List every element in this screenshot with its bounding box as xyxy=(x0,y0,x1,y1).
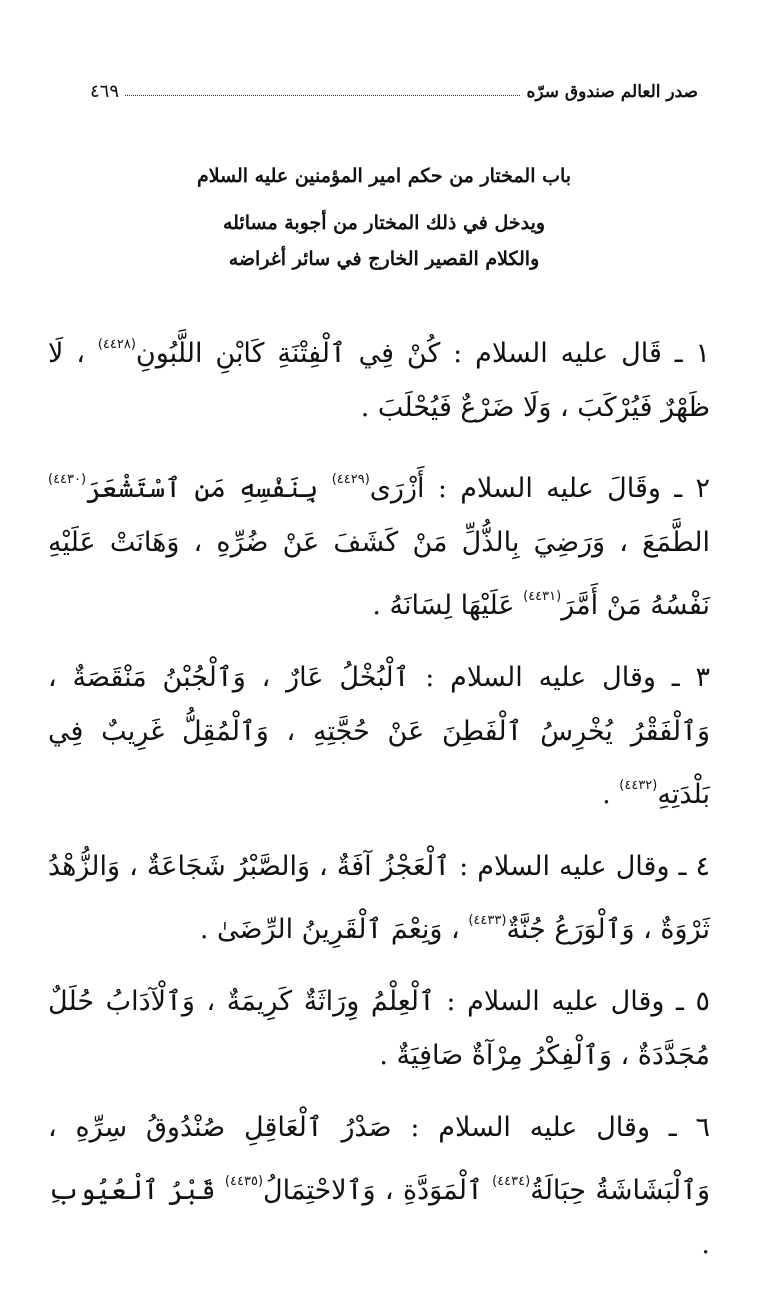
saying-text: . xyxy=(602,779,620,810)
page-number: ٤٦٩ xyxy=(90,81,120,102)
saying-text: وقال عليه السلام : ٱلْعِلْمُ وِرَاثَةٌ كَرِيمَةٌ ، وَٱلْآدَابُ حُلَلٌ مُجَدَّدَةٌ ، وَٱلْفِكْرُ مِرْآةٌ صَافِيَةٌ . xyxy=(48,986,710,1071)
saying-text: قَال عليه السلام : كُنْ فِي ٱلْفِتْنَةِ كَابْنِ اللَّبُونِ xyxy=(135,338,662,369)
saying-number: ١ ـ xyxy=(661,338,710,369)
saying-number: ٤ ـ xyxy=(669,851,710,882)
running-title: صدر العالم صندوق سرّه xyxy=(526,82,698,102)
saying-text: وقَالَ عليه السلام : أَزْرَى xyxy=(369,473,661,504)
footnote-marker: (٤٤٣٣) xyxy=(468,913,507,928)
footnote-marker: (٤٤٣٥) xyxy=(224,1174,264,1189)
subtitle-line: ويدخل في ذلك المختار من أجوبة مسائله xyxy=(222,212,546,234)
saying-number: ٥ ـ xyxy=(664,986,710,1017)
footnote-marker: (٤٤٢٩) xyxy=(331,472,370,487)
saying-paragraph xyxy=(48,1101,710,1272)
saying-paragraph xyxy=(48,840,710,957)
page-header xyxy=(90,72,698,102)
saying-number: ٦ ـ xyxy=(649,1112,711,1143)
saying-number: ٣ ـ xyxy=(655,662,710,693)
footnote-marker: (٤٤٣٠) xyxy=(48,472,87,487)
saying-text: ، لَا ظَهْرٌ فَيُرْكَبَ ، وَلَا ضَرْعٌ فَيُحْلَبَ . xyxy=(48,338,710,423)
saying-text: وقال عليه السلام : ٱلْبُخْلُ عَارٌ ، وَٱلْجُبْنُ مَنْقَصَةٌ ، وَٱلْفَقْرُ يُخْرِسُ ٱلْفَطِنَ عَنْ حُجَّتِهِ ، وَٱلْمُقِلُّ غَرِيبٌ فِي بَلْدَتِهِ xyxy=(48,662,710,810)
saying-paragraph xyxy=(48,651,710,822)
saying-text: ٱلْمَوَدَّةِ ، وَٱلاحْتِمَالُ xyxy=(263,1175,493,1206)
saying-number: ٢ ـ xyxy=(660,473,710,504)
subtitle-line: والكلام القصير الخارج في سائر أغراضه xyxy=(228,248,540,270)
sayings-list xyxy=(48,318,710,1290)
footnote-marker: (٤٤٣٤) xyxy=(492,1174,531,1189)
saying-paragraph xyxy=(48,975,710,1083)
saying-paragraph xyxy=(48,318,710,435)
saying-text: الطَّمَعَ ، وَرَضِيَ بِالذُّلِّ مَنْ كَشَفَ عَنْ ضُرِّهِ ، وَهَانَتْ عَلَيْهِ نَفْسُهُ مَنْ أَمَّرَ xyxy=(48,527,710,621)
saying-paragraph xyxy=(48,453,710,633)
saying-text: ، وَنِعْمَ ٱلْقَرِينُ الرِّضَىٰ . xyxy=(199,914,469,945)
header-leader-dots xyxy=(125,94,520,96)
footnote-marker: (٤٤٣١) xyxy=(523,589,562,604)
footnote-marker: (٤٤٢٨) xyxy=(97,337,136,352)
saying-text: وقال عليه السلام : صَدْرُ ٱلْعَاقِلِ صُنْدُوقُ سِرِّهِ ، وَٱلْبَشَاشَةُ حِبَالَةُ xyxy=(48,1112,710,1206)
footnote-marker: (٤٤٣٢) xyxy=(619,778,658,793)
saying-text: عَلَيْهَا لِسَانَهُ . xyxy=(372,590,524,621)
saying-text: قَبْرُ ٱلْعُيُوبِ . xyxy=(48,1175,710,1260)
saying-text: وقال عليه السلام : ٱلْعَجْزُ آفَةٌ ، وَالصَّبْرُ شَجَاعَةٌ ، وَالزُّهْدُ ثَرْوَةٌ ، وَٱلْوَرَعُ جُنَّةٌ xyxy=(48,851,710,945)
chapter-title: باب المختار من حكم امير المؤمنين عليه السلام xyxy=(196,165,572,187)
saying-text: بِنَفْسِهِ مَنِ ٱسْتَشْعَرَ xyxy=(86,473,332,504)
